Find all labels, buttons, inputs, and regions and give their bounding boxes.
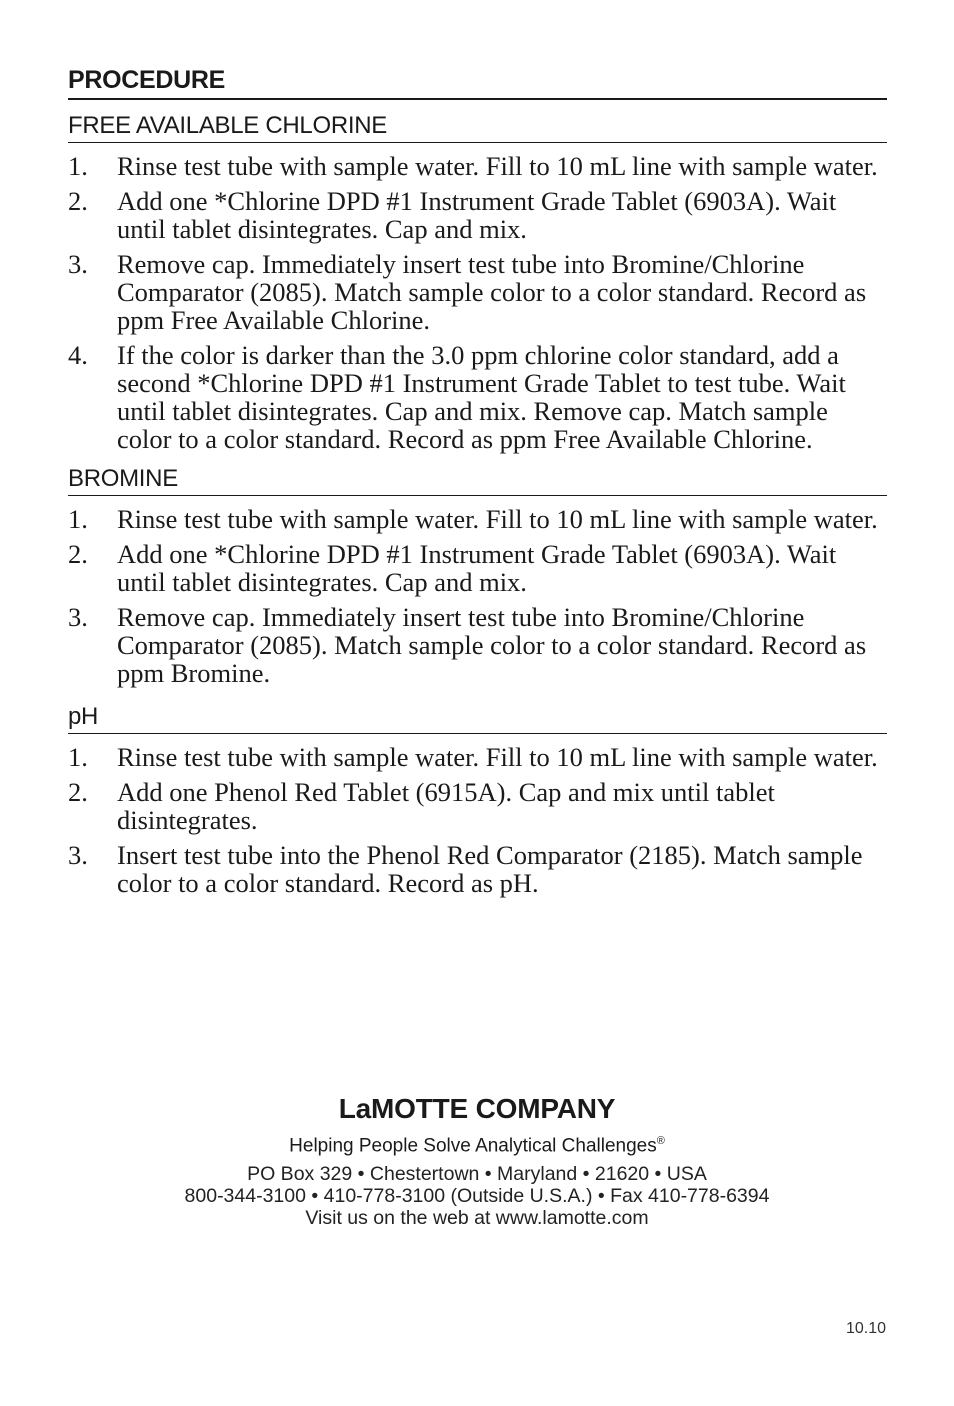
postal-address: PO Box 329 • Chestertown • Maryland • 21620 • USA xyxy=(247,1163,707,1186)
step-item xyxy=(68,505,887,533)
step-number: 2. xyxy=(68,777,88,807)
step-number: 4. xyxy=(68,340,88,370)
step-number: 1. xyxy=(68,151,88,181)
step-item xyxy=(68,152,887,180)
version-number: 10.10 xyxy=(845,1320,886,1337)
step-text: Add one *Chlorine DPD #1 Instrument Grade Tablet (6903A). Wait until tablet disintegrates. Cap and mix. xyxy=(117,186,837,244)
step-item xyxy=(68,187,887,243)
company-footer xyxy=(0,1093,954,1229)
section-bromine xyxy=(68,465,887,687)
website-text: Visit us on the web at www.lamotte.com xyxy=(305,1207,649,1230)
step-number: 2. xyxy=(68,539,88,569)
section-free-chlorine xyxy=(68,112,887,453)
step-text: Rinse test tube with sample water. Fill to 10 mL line with sample water. xyxy=(117,742,878,772)
step-number: 3. xyxy=(68,602,88,632)
step-text: Remove cap. Immediately insert test tube into Bromine/Chlorine Comparator (2085). Match sample color to a color standard. Record as ppm Bromine. xyxy=(117,602,867,688)
step-text: Add one Phenol Red Tablet (6915A). Cap and mix until tablet disintegrates. xyxy=(117,777,775,835)
contact-block xyxy=(0,1163,954,1229)
step-number: 2. xyxy=(68,186,88,216)
step-text: Add one *Chlorine DPD #1 Instrument Grade Tablet (6903A). Wait until tablet disintegrates. Cap and mix. xyxy=(117,539,837,597)
step-item xyxy=(68,540,887,596)
procedure-title: PROCEDURE xyxy=(68,66,887,100)
section-ph xyxy=(68,703,887,897)
step-item xyxy=(68,841,887,897)
step-number: 1. xyxy=(68,504,88,534)
step-list xyxy=(68,152,887,453)
step-list xyxy=(68,505,887,687)
step-item xyxy=(68,778,887,834)
step-item xyxy=(68,743,887,771)
step-item xyxy=(68,250,887,334)
tagline xyxy=(0,1135,954,1157)
step-number: 1. xyxy=(68,742,88,772)
section-title: pH xyxy=(68,703,887,734)
step-text: If the color is darker than the 3.0 ppm chlorine color standard, add a second *Chlorine DPD #1 Instrument Grade Tablet to test tube. Wait until tablet disintegrates. Cap and mix. Remove cap. Match sample color to a color standard. Record as ppm Free Available Chlorine. xyxy=(117,340,846,454)
procedure-page xyxy=(68,66,887,897)
section-title: BROMINE xyxy=(68,465,887,496)
step-item xyxy=(68,603,887,687)
step-number: 3. xyxy=(68,249,88,279)
registered-mark: ® xyxy=(656,1135,665,1147)
phone-numbers: 800-344-3100 • 410-778-3100 (Outside U.S.A.) • Fax 410-778-6394 xyxy=(184,1185,770,1208)
section-title: FREE AVAILABLE CHLORINE xyxy=(68,112,887,143)
step-number: 3. xyxy=(68,840,88,870)
step-text: Remove cap. Immediately insert test tube into Bromine/Chlorine Comparator (2085). Match sample color to a color standard. Record as ppm Free Available Chlorine. xyxy=(117,249,867,335)
step-text: Rinse test tube with sample water. Fill to 10 mL line with sample water. xyxy=(117,151,878,181)
step-text: Insert test tube into the Phenol Red Comparator (2185). Match sample color to a color standard. Record as pH. xyxy=(117,840,863,898)
step-list xyxy=(68,743,887,897)
step-item xyxy=(68,341,887,453)
company-name: LaMOTTE COMPANY xyxy=(338,1093,616,1124)
step-text: Rinse test tube with sample water. Fill to 10 mL line with sample water. xyxy=(117,504,878,534)
tagline-text: Helping People Solve Analytical Challenges xyxy=(289,1135,657,1157)
